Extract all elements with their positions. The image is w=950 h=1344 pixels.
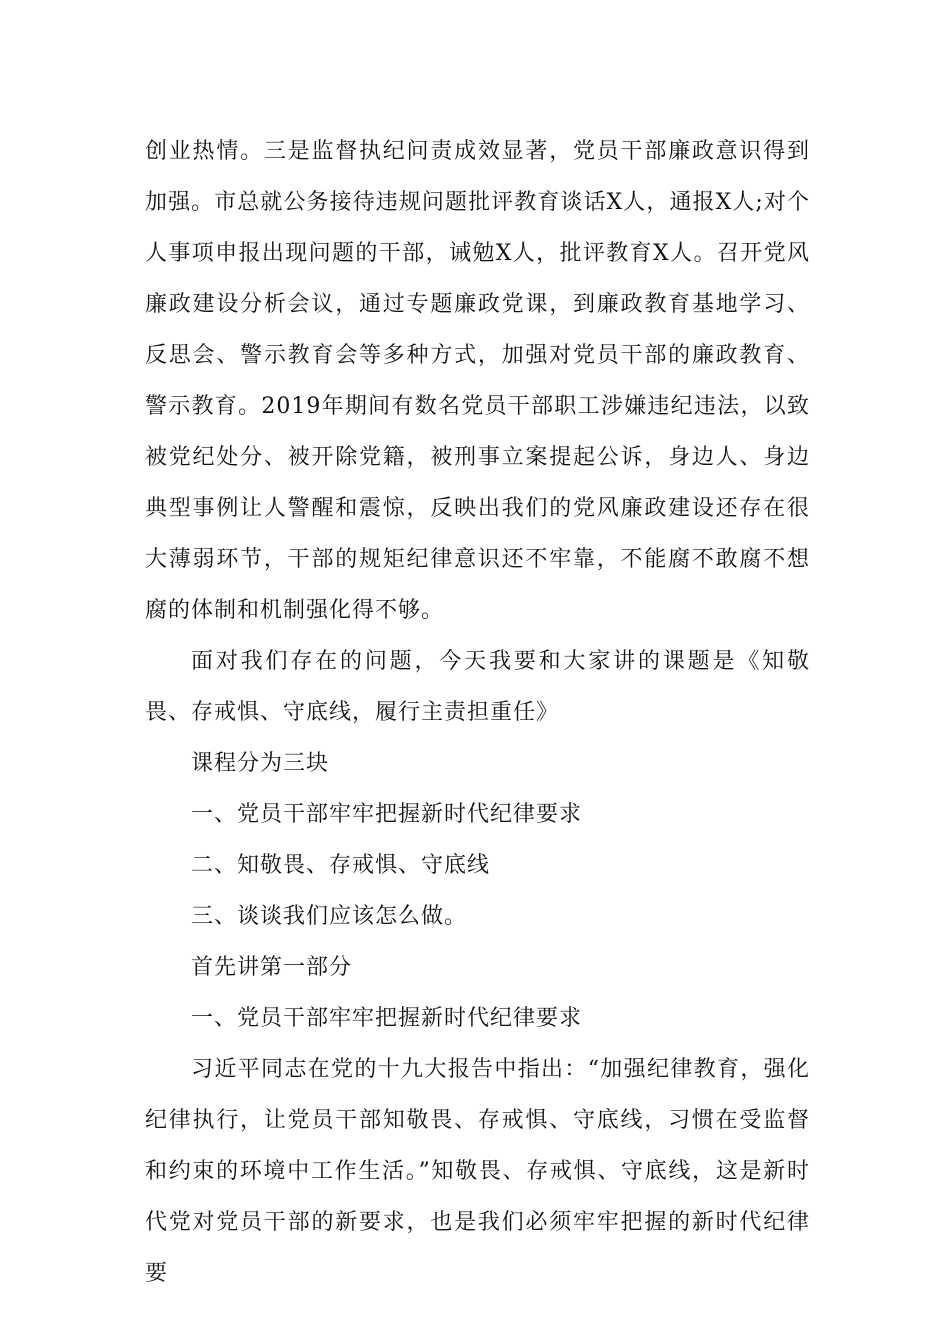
- paragraph-1: 创业热情。三是监督执纪问责成效显著，党员干部廉政意识得到加强。市总就公务接待违规问题批评教育谈话X人，通报X人;对个人事项申报出现问题的干部，诫勉X人，批评教育X人。召开党风廉政建设分析会议，通过专题廉政党课，到廉政教育基地学习、反思会、警示教育会等多种方式，加强对党员干部的廉政教育、警示教育。2019年期间有数名党员干部职工涉嫌违纪违法，以致被党纪处分、被开除党籍，被刑事立案提起公诉，身边人、身边典型事例让人警醒和震惊，反映出我们的党风廉政建设还存在很大薄弱环节，干部的规矩纪律意识还不牢靠，不能腐不敢腐不想腐的体制和机制强化得不够。: [145, 139, 810, 623]
- paragraph-8: 一、党员干部牢牢把握新时代纪律要求: [191, 1006, 583, 1031]
- paragraph-9: 习近平同志在党的十九大报告中指出：“加强纪律教育，强化纪律执行，让党员干部知敬畏、存戒惧、守底线，习惯在受监督和约束的环境中工作生活。”知敬畏、存戒惧、守底线，这是新时代党对党员干部的新要求，也是我们必须牢牢把握的新时代纪律要: [145, 1057, 810, 1286]
- document-body: [145, 126, 810, 1299]
- paragraph-4: 一、党员干部牢牢把握新时代纪律要求: [191, 802, 583, 827]
- paragraph-7: 首先讲第一部分: [191, 955, 353, 980]
- paragraph-5: 二、知敬畏、存戒惧、守底线: [191, 853, 491, 878]
- paragraph-2: 面对我们存在的问题，今天我要和大家讲的课题是《知敬畏、存戒惧、守底线，履行主责担重任》: [145, 649, 810, 725]
- paragraph-3: 课程分为三块: [191, 751, 330, 776]
- paragraph-6: 三、谈谈我们应该怎么做。: [191, 904, 468, 929]
